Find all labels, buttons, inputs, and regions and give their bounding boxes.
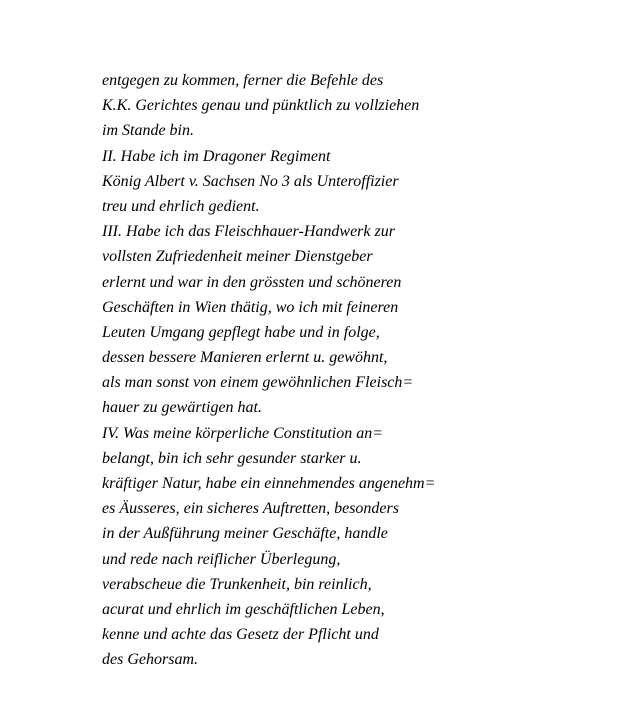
text-line-1: entgegen zu kommen, ferner die Befehle des — [102, 72, 384, 89]
text-line-2: K.K. Gerichtes genau und pünktlich zu vollziehen — [102, 97, 420, 115]
text-line-9: erlernt und war in den grössten und schöneren — [102, 273, 402, 291]
text-line-19: in der Außführung meiner Geschäfte, handle — [102, 525, 388, 543]
text-line-18: es Äusseres, ein sicheres Auftretten, besonders — [102, 500, 399, 518]
text-line-14: hauer zu gewärtigen hat. — [102, 399, 262, 417]
text-line-20: und rede nach reiflicher Überlegung, — [102, 550, 341, 568]
text-line-4: II. Habe ich im Dragoner Regiment — [102, 147, 331, 165]
text-line-23: kenne und achte das Gesetz der Pflicht und — [102, 626, 379, 644]
text-line-11: Leuten Umgang gepflegt habe und in folge, — [102, 323, 380, 341]
text-line-7: III. Habe ich das Fleischhauer-Handwerk zur — [102, 223, 395, 241]
text-line-5: König Albert v. Sachsen No 3 als Unteroffizier — [102, 172, 399, 190]
text-line-10: Geschäften in Wien thätig, wo ich mit feineren — [102, 298, 399, 316]
text-line-12: dessen bessere Manieren erlernt u. gewöhnt, — [102, 349, 388, 367]
text-line-3: im Stande bin. — [102, 122, 194, 140]
text-line-17: kräftiger Natur, habe ein einnehmendes angenehm= — [102, 475, 436, 492]
text-line-22: acurat und ehrlich im geschäftlichen Leben, — [102, 600, 385, 618]
text-line-21: verabscheue die Trunkenheit, bin reinlich, — [102, 575, 372, 593]
letter-body — [102, 68, 435, 673]
text-line-13: als man sonst von einem gewöhnlichen Fleisch= — [102, 374, 414, 392]
text-line-8: vollsten Zufriedenheit meiner Dienstgeber — [102, 248, 373, 266]
text-line-6: treu und ehrlich gedient. — [102, 197, 260, 215]
text-line-24: des Gehorsam. — [102, 651, 198, 669]
text-line-15: IV. Was meine körperliche Constitution an= — [102, 424, 383, 442]
text-line-16: belangt, bin ich sehr gesunder starker u. — [102, 449, 362, 467]
